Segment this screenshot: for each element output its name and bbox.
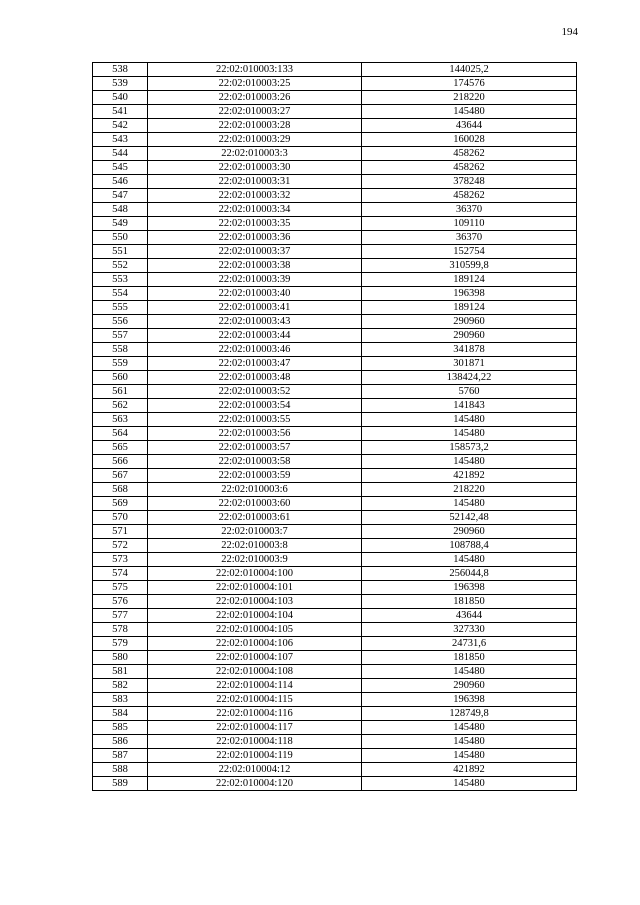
- table-row: [93, 175, 577, 189]
- cadastral-value-cell: 290960: [362, 315, 577, 329]
- table-row: [93, 161, 577, 175]
- table-row: [93, 357, 577, 371]
- cadastral-number-cell: 22:02:010004:101: [148, 581, 362, 595]
- table-row: [93, 259, 577, 273]
- cadastral-number-cell: 22:02:010003:7: [148, 525, 362, 539]
- cadastral-number-cell: 22:02:010003:40: [148, 287, 362, 301]
- row-number-cell: 554: [93, 287, 148, 301]
- row-number-cell: 582: [93, 679, 148, 693]
- row-number-cell: 546: [93, 175, 148, 189]
- table-row: [93, 763, 577, 777]
- table-row: [93, 721, 577, 735]
- table-row: [93, 693, 577, 707]
- cadastral-number-cell: 22:02:010004:118: [148, 735, 362, 749]
- row-number-cell: 587: [93, 749, 148, 763]
- table-row: [93, 315, 577, 329]
- row-number-cell: 559: [93, 357, 148, 371]
- table-row: [93, 455, 577, 469]
- cadastral-number-cell: 22:02:010003:35: [148, 217, 362, 231]
- table-row: [93, 413, 577, 427]
- row-number-cell: 557: [93, 329, 148, 343]
- cadastral-value-cell: 24731,6: [362, 637, 577, 651]
- cadastral-number-cell: 22:02:010004:117: [148, 721, 362, 735]
- cadastral-number-cell: 22:02:010003:38: [148, 259, 362, 273]
- cadastral-number-cell: 22:02:010003:61: [148, 511, 362, 525]
- cadastral-value-cell: 310599,8: [362, 259, 577, 273]
- cadastral-number-cell: 22:02:010004:105: [148, 623, 362, 637]
- cadastral-value-cell: 189124: [362, 301, 577, 315]
- row-number-cell: 574: [93, 567, 148, 581]
- table-row: [93, 385, 577, 399]
- row-number-cell: 538: [93, 63, 148, 77]
- table-row: [93, 133, 577, 147]
- table-row: [93, 301, 577, 315]
- cadastral-value-cell: 145480: [362, 413, 577, 427]
- table-row: [93, 91, 577, 105]
- row-number-cell: 553: [93, 273, 148, 287]
- cadastral-number-cell: 22:02:010004:104: [148, 609, 362, 623]
- cadastral-number-cell: 22:02:010004:119: [148, 749, 362, 763]
- table-body: [93, 63, 577, 791]
- row-number-cell: 558: [93, 343, 148, 357]
- row-number-cell: 540: [93, 91, 148, 105]
- row-number-cell: 571: [93, 525, 148, 539]
- row-number-cell: 581: [93, 665, 148, 679]
- table-row: [93, 539, 577, 553]
- cadastral-number-cell: 22:02:010003:48: [148, 371, 362, 385]
- cadastral-value-cell: 109110: [362, 217, 577, 231]
- cadastral-value-cell: 144025,2: [362, 63, 577, 77]
- cadastral-value-cell: 327330: [362, 623, 577, 637]
- cadastral-value-cell: 5760: [362, 385, 577, 399]
- cadastral-value-cell: 43644: [362, 119, 577, 133]
- table-row: [93, 497, 577, 511]
- cadastral-value-table: [92, 62, 577, 791]
- cadastral-number-cell: 22:02:010003:29: [148, 133, 362, 147]
- cadastral-value-cell: 378248: [362, 175, 577, 189]
- table-row: [93, 77, 577, 91]
- cadastral-value-cell: 174576: [362, 77, 577, 91]
- table-row: [93, 469, 577, 483]
- cadastral-value-cell: 36370: [362, 203, 577, 217]
- cadastral-value-cell: 256044,8: [362, 567, 577, 581]
- cadastral-value-cell: 145480: [362, 497, 577, 511]
- row-number-cell: 579: [93, 637, 148, 651]
- cadastral-number-cell: 22:02:010004:114: [148, 679, 362, 693]
- cadastral-value-cell: 181850: [362, 595, 577, 609]
- table-row: [93, 203, 577, 217]
- cadastral-value-cell: 145480: [362, 427, 577, 441]
- cadastral-number-cell: 22:02:010003:133: [148, 63, 362, 77]
- row-number-cell: 547: [93, 189, 148, 203]
- row-number-cell: 573: [93, 553, 148, 567]
- row-number-cell: 584: [93, 707, 148, 721]
- cadastral-number-cell: 22:02:010003:31: [148, 175, 362, 189]
- cadastral-value-cell: 458262: [362, 161, 577, 175]
- table-row: [93, 651, 577, 665]
- row-number-cell: 570: [93, 511, 148, 525]
- cadastral-value-cell: 36370: [362, 231, 577, 245]
- row-number-cell: 560: [93, 371, 148, 385]
- row-number-cell: 580: [93, 651, 148, 665]
- row-number-cell: 542: [93, 119, 148, 133]
- cadastral-number-cell: 22:02:010004:12: [148, 763, 362, 777]
- row-number-cell: 566: [93, 455, 148, 469]
- table-row: [93, 287, 577, 301]
- cadastral-value-cell: 290960: [362, 329, 577, 343]
- table-row: [93, 105, 577, 119]
- cadastral-value-cell: 52142,48: [362, 511, 577, 525]
- row-number-cell: 586: [93, 735, 148, 749]
- cadastral-value-cell: 145480: [362, 749, 577, 763]
- cadastral-number-cell: 22:02:010003:8: [148, 539, 362, 553]
- row-number-cell: 551: [93, 245, 148, 259]
- cadastral-number-cell: 22:02:010004:103: [148, 595, 362, 609]
- cadastral-value-cell: 145480: [362, 105, 577, 119]
- cadastral-number-cell: 22:02:010003:26: [148, 91, 362, 105]
- row-number-cell: 567: [93, 469, 148, 483]
- cadastral-number-cell: 22:02:010003:37: [148, 245, 362, 259]
- cadastral-number-cell: 22:02:010003:46: [148, 343, 362, 357]
- cadastral-number-cell: 22:02:010003:47: [148, 357, 362, 371]
- cadastral-number-cell: 22:02:010003:32: [148, 189, 362, 203]
- row-number-cell: 544: [93, 147, 148, 161]
- cadastral-value-cell: 196398: [362, 581, 577, 595]
- cadastral-value-cell: 145480: [362, 665, 577, 679]
- cadastral-value-cell: 145480: [362, 735, 577, 749]
- cadastral-number-cell: 22:02:010003:58: [148, 455, 362, 469]
- cadastral-value-cell: 421892: [362, 763, 577, 777]
- row-number-cell: 555: [93, 301, 148, 315]
- cadastral-value-cell: 196398: [362, 693, 577, 707]
- cadastral-value-cell: 145480: [362, 721, 577, 735]
- cadastral-value-cell: 160028: [362, 133, 577, 147]
- table-row: [93, 735, 577, 749]
- row-number-cell: 569: [93, 497, 148, 511]
- cadastral-value-cell: 458262: [362, 147, 577, 161]
- table-row: [93, 525, 577, 539]
- cadastral-value-cell: 218220: [362, 483, 577, 497]
- row-number-cell: 564: [93, 427, 148, 441]
- cadastral-number-cell: 22:02:010003:60: [148, 497, 362, 511]
- cadastral-value-cell: 301871: [362, 357, 577, 371]
- cadastral-number-cell: 22:02:010003:39: [148, 273, 362, 287]
- cadastral-value-cell: 152754: [362, 245, 577, 259]
- cadastral-number-cell: 22:02:010003:28: [148, 119, 362, 133]
- cadastral-value-cell: 108788,4: [362, 539, 577, 553]
- row-number-cell: 568: [93, 483, 148, 497]
- cadastral-number-cell: 22:02:010003:27: [148, 105, 362, 119]
- table-row: [93, 189, 577, 203]
- cadastral-value-cell: 421892: [362, 469, 577, 483]
- cadastral-value-cell: 43644: [362, 609, 577, 623]
- row-number-cell: 541: [93, 105, 148, 119]
- row-number-cell: 550: [93, 231, 148, 245]
- row-number-cell: 543: [93, 133, 148, 147]
- table-row: [93, 707, 577, 721]
- cadastral-number-cell: 22:02:010003:30: [148, 161, 362, 175]
- cadastral-number-cell: 22:02:010003:36: [148, 231, 362, 245]
- row-number-cell: 565: [93, 441, 148, 455]
- cadastral-value-cell: 290960: [362, 679, 577, 693]
- cadastral-number-cell: 22:02:010003:6: [148, 483, 362, 497]
- cadastral-number-cell: 22:02:010003:54: [148, 399, 362, 413]
- cadastral-number-cell: 22:02:010003:56: [148, 427, 362, 441]
- table-row: [93, 147, 577, 161]
- cadastral-number-cell: 22:02:010003:44: [148, 329, 362, 343]
- row-number-cell: 583: [93, 693, 148, 707]
- table-row: [93, 371, 577, 385]
- row-number-cell: 589: [93, 777, 148, 791]
- cadastral-number-cell: 22:02:010003:57: [148, 441, 362, 455]
- table-row: [93, 777, 577, 791]
- row-number-cell: 548: [93, 203, 148, 217]
- cadastral-value-cell: 145480: [362, 553, 577, 567]
- cadastral-value-cell: 290960: [362, 525, 577, 539]
- row-number-cell: 539: [93, 77, 148, 91]
- cadastral-number-cell: 22:02:010003:41: [148, 301, 362, 315]
- cadastral-value-cell: 141843: [362, 399, 577, 413]
- table-row: [93, 567, 577, 581]
- table-row: [93, 427, 577, 441]
- table-row: [93, 553, 577, 567]
- table-row: [93, 343, 577, 357]
- cadastral-number-cell: 22:02:010004:120: [148, 777, 362, 791]
- table-row: [93, 637, 577, 651]
- cadastral-number-cell: 22:02:010003:52: [148, 385, 362, 399]
- table-row: [93, 581, 577, 595]
- cadastral-number-cell: 22:02:010003:9: [148, 553, 362, 567]
- cadastral-number-cell: 22:02:010003:3: [148, 147, 362, 161]
- table-row: [93, 441, 577, 455]
- cadastral-number-cell: 22:02:010004:108: [148, 665, 362, 679]
- table-row: [93, 231, 577, 245]
- row-number-cell: 545: [93, 161, 148, 175]
- cadastral-value-cell: 138424,22: [362, 371, 577, 385]
- page-number: 194: [561, 26, 578, 38]
- row-number-cell: 552: [93, 259, 148, 273]
- table-row: [93, 329, 577, 343]
- cadastral-value-cell: 145480: [362, 777, 577, 791]
- cadastral-value-cell: 128749,8: [362, 707, 577, 721]
- row-number-cell: 588: [93, 763, 148, 777]
- table-row: [93, 245, 577, 259]
- row-number-cell: 563: [93, 413, 148, 427]
- row-number-cell: 578: [93, 623, 148, 637]
- cadastral-number-cell: 22:02:010003:25: [148, 77, 362, 91]
- cadastral-number-cell: 22:02:010003:34: [148, 203, 362, 217]
- table-row: [93, 609, 577, 623]
- row-number-cell: 577: [93, 609, 148, 623]
- table-row: [93, 511, 577, 525]
- cadastral-number-cell: 22:02:010003:43: [148, 315, 362, 329]
- row-number-cell: 576: [93, 595, 148, 609]
- table-row: [93, 399, 577, 413]
- table-row: [93, 679, 577, 693]
- cadastral-value-cell: 341878: [362, 343, 577, 357]
- table-row: [93, 273, 577, 287]
- table-row: [93, 665, 577, 679]
- row-number-cell: 575: [93, 581, 148, 595]
- cadastral-number-cell: 22:02:010004:100: [148, 567, 362, 581]
- cadastral-number-cell: 22:02:010004:106: [148, 637, 362, 651]
- table-row: [93, 63, 577, 77]
- table-row: [93, 749, 577, 763]
- cadastral-value-cell: 218220: [362, 91, 577, 105]
- row-number-cell: 549: [93, 217, 148, 231]
- cadastral-value-cell: 189124: [362, 273, 577, 287]
- cadastral-number-cell: 22:02:010004:107: [148, 651, 362, 665]
- row-number-cell: 561: [93, 385, 148, 399]
- row-number-cell: 585: [93, 721, 148, 735]
- table-row: [93, 119, 577, 133]
- row-number-cell: 572: [93, 539, 148, 553]
- row-number-cell: 562: [93, 399, 148, 413]
- table-row: [93, 623, 577, 637]
- table-row: [93, 217, 577, 231]
- table-row: [93, 595, 577, 609]
- cadastral-number-cell: 22:02:010004:116: [148, 707, 362, 721]
- cadastral-value-cell: 145480: [362, 455, 577, 469]
- cadastral-number-cell: 22:02:010003:59: [148, 469, 362, 483]
- cadastral-value-cell: 158573,2: [362, 441, 577, 455]
- cadastral-number-cell: 22:02:010004:115: [148, 693, 362, 707]
- table-row: [93, 483, 577, 497]
- cadastral-value-cell: 196398: [362, 287, 577, 301]
- cadastral-number-cell: 22:02:010003:55: [148, 413, 362, 427]
- cadastral-value-cell: 181850: [362, 651, 577, 665]
- cadastral-value-cell: 458262: [362, 189, 577, 203]
- row-number-cell: 556: [93, 315, 148, 329]
